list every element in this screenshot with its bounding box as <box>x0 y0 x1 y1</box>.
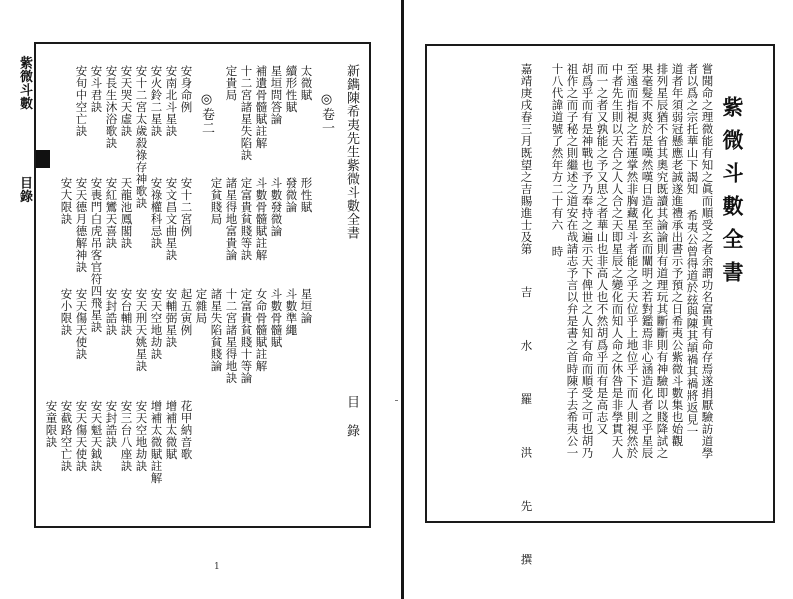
vol1-entry-top: 太微賦 <box>299 65 314 101</box>
contents-label: 目 錄 <box>344 395 359 438</box>
vol2-entry-bot: 安天刑天姚星訣 <box>134 288 149 372</box>
vol2-extra-entry: 安天空地劫訣 <box>134 400 149 472</box>
vol1-entry-bot: 定富貴貧賤十等論 <box>239 288 254 384</box>
vol2-entry-top: 安身命例 <box>179 65 194 113</box>
vol1-entry-bot: 斗數骨髓賦 <box>269 288 284 348</box>
vol1-entry-mid: 定貧賤局 <box>209 177 224 225</box>
vol1-entry-top: 補遺骨髓賦註解 <box>254 65 269 149</box>
vol2-entry-bot: 安封誥訣 <box>104 288 119 336</box>
preface-date: 嘉靖庚戌春三月既望之吉賜進士及第 <box>519 63 534 255</box>
chapter-tab-mark <box>36 150 50 168</box>
vol2-entry-bot: 安輔弼星訣 <box>164 288 179 348</box>
vol1-entry-bot: 星垣論 <box>299 288 314 324</box>
spine-label: 紫微斗數 <box>17 56 32 110</box>
volume-1-heading: ◎卷一 <box>319 92 334 135</box>
book-title-line: 新鐫陳希夷先生紫微斗數全書 <box>344 64 359 240</box>
preface-line: 而一之者又孰能之予又思之者華山也非高人也不然胡爲乎而有是高志又 <box>595 63 610 435</box>
volume-2-heading: ◎卷二 <box>199 92 214 135</box>
preface-line: 排列星辰猶不省其奧究既讀其論論則有道理玩其斷斷則有神驗即以賤降試之 <box>655 63 670 459</box>
vol2-entry-bot: 安天空地劫訣 <box>149 288 164 360</box>
vol2-entry-top: 安火鈴二星訣 <box>149 65 164 137</box>
vol1-entry-bot: 諸星失陷貧賤論 <box>209 288 224 372</box>
vol2-entry-mid: 安祿權科忌訣 <box>149 177 164 249</box>
vol2-entry-bot: 安小限訣 <box>59 288 74 336</box>
vol2-entry-mid: 天龍池鳳閣訣 <box>119 177 134 249</box>
vol2-entry-bot: 起五寅例 <box>179 288 194 336</box>
vol1-entry-bot: 定雜局 <box>194 288 209 324</box>
vol2-extra-entry: 安三台八座訣 <box>119 400 134 472</box>
page-number: 1 <box>214 562 220 572</box>
right-page <box>404 0 793 599</box>
vol2-entry-top: 安旬中空亡訣 <box>74 65 89 137</box>
book-title: 紫微斗數全書 <box>720 96 745 294</box>
preface-line: 果毫髮不爽於是嘆然嘆日造化至玄而闡明之若對鑑焉非心涵造化者之乎星辰 <box>640 63 655 459</box>
preface-line: 嘗聞命之理微能有知之眞而順受之者余謂功名富貴有命存焉遂捐厭驗訪道學 <box>700 63 715 459</box>
vol2-entry-top: 安十二宮太歲殺祿存神歌訣 <box>134 65 149 209</box>
vol2-entry-mid: 安喪門白虎吊客官符四飛星訣 <box>89 177 104 333</box>
vol1-entry-bot: 女命骨髓賦註解 <box>254 288 269 372</box>
preface-line: 十八代諱道號了然年方二十有六 時 <box>550 63 565 258</box>
vol2-entry-top: 安斗君訣 <box>89 65 104 113</box>
vol1-entry-mid: 斗數骨髓賦註解 <box>254 177 269 261</box>
preface-line: 中者先生則以天合之人人合之天即星辰之變化而知人命之休咎是非學貫天人 <box>610 63 625 459</box>
vol2-entry-top: 安長生沐浴歌訣 <box>104 65 119 149</box>
vol2-entry-mid: 安天德月德解神訣 <box>74 177 89 273</box>
vol1-entry-mid: 形性賦 <box>299 177 314 213</box>
vol1-entry-top: 定貴局 <box>224 65 239 101</box>
vol2-extra-entry: 安天傷天使訣 <box>74 400 89 472</box>
vol1-entry-mid: 定富貴貧賤等訣 <box>239 177 254 261</box>
vol2-extra-entry: 增補太微賦註解 <box>149 400 164 484</box>
preface-line: 者以爲之宗托華山下謁知 希夷公曾得道於玆與陳其頡禍其禍將返見一 <box>685 63 700 438</box>
vol2-entry-mid: 安大限訣 <box>59 177 74 225</box>
vol2-extra-entry: 花甲納音歌 <box>179 400 194 460</box>
vol2-extra-entry: 安封誥訣 <box>104 400 119 448</box>
vol2-entry-mid: 安紅鸞天喜訣 <box>104 177 119 249</box>
vol1-entry-mid: 諸星得地富貴論 <box>224 177 239 261</box>
page-edge-mark <box>395 400 398 401</box>
vol2-entry-bot: 安天傷天使訣 <box>74 288 89 360</box>
vol1-entry-mid: 發微論 <box>284 177 299 213</box>
vol1-entry-top: 星垣問答論 <box>269 65 284 125</box>
vol2-entry-mid: 安文昌文曲星訣 <box>164 177 179 261</box>
spine-tail: 目錄 <box>17 176 32 203</box>
preface-line: 胡爲乎而有是神戰也予乃奉持之遍示天下俾世之人知有命而順受之可也胡乃 <box>580 63 595 459</box>
preface-signature: 吉 水 羅 洪 先 撰 <box>519 286 534 579</box>
vol2-entry-mid: 安十二宮例 <box>179 177 194 237</box>
vol1-entry-bot: 十二宮諸星得地訣 <box>224 288 239 384</box>
vol2-extra-entry: 安天魁天鉞訣 <box>89 400 104 472</box>
preface-line: 祖作之而子秘之則繼述之道安在哉請志予言以弁是書之首時陳子去希夷公一 <box>565 63 580 459</box>
vol2-entry-bot: 安台輔訣 <box>119 288 134 336</box>
vol1-entry-top: 續形性賦 <box>284 65 299 113</box>
preface-line: 道者年須弱冠懸應老誠遂進禮承出書示予預之日希夷公紫微斗數集也始觀 <box>670 63 685 447</box>
vol2-extra-entry: 增補太微賦 <box>164 400 179 460</box>
vol1-entry-top: 十二宮諸星失陷訣 <box>239 65 254 161</box>
vol2-entry-top: 安南北斗星訣 <box>164 65 179 137</box>
preface-line: 至遠而指視之若運掌然非胸藏星斗者能之乎天位乎上地位乎下而人則視然於 <box>625 63 640 459</box>
vol1-entry-bot: 斗數準繩 <box>284 288 299 336</box>
vol2-extra-entry: 安童限訣 <box>44 400 59 448</box>
vol2-entry-top: 安天哭天虛訣 <box>119 65 134 137</box>
vol2-extra-entry: 安截路空亡訣 <box>59 400 74 472</box>
vol1-entry-mid: 斗數發微論 <box>269 177 284 237</box>
